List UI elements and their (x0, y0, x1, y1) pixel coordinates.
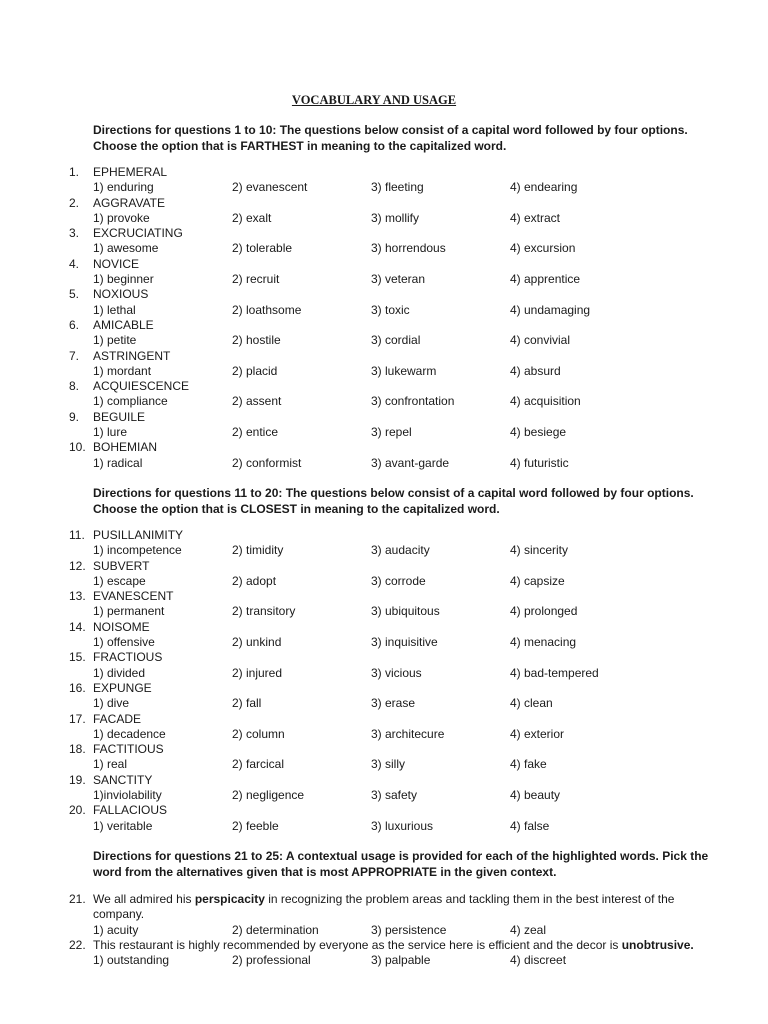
option-1: 1) outstanding (93, 953, 170, 968)
option-1: 1)inviolability (93, 788, 162, 803)
question-number: 6. (69, 317, 80, 332)
capital-word: FACTITIOUS (93, 742, 164, 757)
capital-word: PUSILLANIMITY (93, 528, 184, 542)
option-3: 3) avant-garde (371, 455, 450, 470)
section-farthest (0, 165, 768, 471)
capital-word: SUBVERT (93, 558, 150, 573)
option-4: 4) fake (510, 757, 547, 772)
option-3: 3) palpable (371, 953, 431, 968)
page-title: VOCABULARY AND USAGE (291, 93, 457, 107)
question-number: 7. (69, 348, 80, 363)
question-number: 10. (69, 440, 86, 455)
option-4: 4) convivial (510, 333, 571, 348)
option-3: 3) inquisitive (371, 635, 438, 650)
option-4: 4) exterior (510, 726, 565, 741)
option-4: 4) futuristic (510, 455, 569, 470)
question-4 (0, 257, 768, 288)
question-sentence: This restaurant is highly recommended by everyone as the service here is efficient and the decor is unobtrusive. (93, 938, 694, 952)
option-2: 2) negligence (232, 788, 305, 803)
question-1 (0, 165, 768, 196)
option-4: 4) zeal (510, 922, 547, 937)
option-4: 4) clean (510, 696, 553, 711)
question-number: 13. (69, 589, 86, 604)
capital-word: FACADE (93, 711, 142, 726)
section-context (0, 892, 768, 969)
option-1: 1) incompetence (93, 543, 182, 558)
option-4: 4) excursion (510, 241, 576, 256)
question-16 (0, 681, 768, 712)
question-number: 21. (69, 892, 86, 906)
question-17 (0, 712, 768, 743)
question-6 (0, 318, 768, 349)
capital-word: ASTRINGENT (93, 348, 171, 363)
question-12 (0, 559, 768, 590)
option-4: 4) prolonged (510, 604, 578, 619)
section-closest (0, 528, 768, 834)
question-number: 18. (69, 742, 86, 757)
question-number: 20. (69, 803, 86, 818)
option-3: 3) vicious (371, 665, 422, 680)
option-2: 2) tolerable (232, 241, 293, 256)
option-2: 2) hostile (232, 333, 281, 348)
capital-word: ACQUIESCENCE (93, 379, 190, 394)
option-3: 3) cordial (371, 333, 421, 348)
option-1: 1) acuity (93, 922, 139, 937)
option-2: 2) injured (232, 665, 283, 680)
option-4: 4) false (510, 818, 550, 833)
option-1: 1) radical (93, 455, 143, 470)
question-19 (0, 773, 768, 804)
question-number: 1. (69, 165, 80, 179)
option-4: 4) endearing (510, 180, 578, 195)
highlighted-word: unobtrusive. (621, 938, 694, 952)
question-number: 8. (69, 379, 80, 394)
capital-word: FALLACIOUS (93, 803, 168, 818)
question-number: 11. (69, 528, 85, 542)
option-4: 4) apprentice (510, 272, 581, 287)
option-4: 4) capsize (510, 573, 565, 588)
option-2: 2) evanescent (232, 180, 308, 195)
option-2: 2) determination (232, 922, 319, 937)
question-number: 14. (69, 619, 86, 634)
question-number: 3. (69, 226, 80, 241)
option-3: 3) persistence (371, 922, 447, 937)
question-8 (0, 379, 768, 410)
option-3: 3) silly (371, 757, 406, 772)
capital-word: BEGUILE (93, 409, 146, 424)
option-3: 3) mollify (371, 210, 420, 225)
option-2: 2) exalt (232, 210, 272, 225)
option-3: 3) confrontation (371, 394, 455, 409)
option-1: 1) compliance (93, 394, 168, 409)
capital-word: AMICABLE (93, 317, 154, 332)
directions-11-20: Directions for questions 11 to 20: The questions below consist of a capital word followed by four options. Choose the option that is CLOSEST in meaning to the capitalized word. (93, 486, 694, 516)
option-3: 3) architecure (371, 726, 445, 741)
option-3: 3) luxurious (371, 818, 434, 833)
option-1: 1) veritable (93, 818, 153, 833)
option-4: 4) beauty (510, 788, 561, 803)
question-13 (0, 589, 768, 620)
question-9 (0, 410, 768, 441)
question-10 (0, 440, 768, 471)
question-20 (0, 803, 768, 834)
option-2: 2) conformist (232, 455, 302, 470)
capital-word: NOVICE (93, 256, 140, 271)
question-7 (0, 349, 768, 380)
option-4: 4) acquisition (510, 394, 581, 409)
directions-1-10: Directions for questions 1 to 10: The questions below consist of a capital word followed by four options. Choose the option that is FARTHEST in meaning to the capitalized word. (93, 123, 688, 153)
option-1: 1) real (93, 757, 128, 772)
option-2: 2) loathsome (232, 302, 302, 317)
question-number: 5. (69, 287, 80, 302)
option-1: 1) offensive (93, 635, 155, 650)
capital-word: EVANESCENT (93, 589, 174, 604)
question-number: 15. (69, 650, 86, 665)
question-number: 9. (69, 409, 80, 424)
option-2: 2) adopt (232, 573, 277, 588)
option-3: 3) ubiquitous (371, 604, 440, 619)
option-1: 1) decadence (93, 726, 166, 741)
option-1: 1) permanent (93, 604, 165, 619)
option-2: 2) timidity (232, 543, 284, 558)
capital-word: SANCTITY (93, 772, 153, 787)
option-4: 4) bad-tempered (510, 665, 599, 680)
option-3: 3) erase (371, 696, 416, 711)
question-2 (0, 196, 768, 227)
question-number: 2. (69, 195, 80, 210)
option-1: 1) dive (93, 696, 130, 711)
question-number: 12. (69, 558, 86, 573)
option-4: 4) undamaging (510, 302, 591, 317)
directions-21-25: Directions for questions 21 to 25: A contextual usage is provided for each of the highlighted words. Pick the word from the alternatives given that is most APPROPRIATE in the given context. (93, 849, 709, 879)
capital-word: EPHEMERAL (93, 165, 168, 179)
capital-word: NOXIOUS (93, 287, 149, 302)
option-1: 1) escape (93, 573, 146, 588)
question-15 (0, 650, 768, 681)
option-3: 3) lukewarm (371, 363, 437, 378)
capital-word: EXCRUCIATING (93, 226, 183, 241)
option-1: 1) beginner (93, 272, 154, 287)
option-2: 2) column (232, 726, 285, 741)
option-4: 4) sincerity (510, 543, 569, 558)
option-2: 2) feeble (232, 818, 279, 833)
option-1: 1) provoke (93, 210, 150, 225)
option-2: 2) professional (232, 953, 311, 968)
option-1: 1) mordant (93, 363, 152, 378)
option-2: 2) assent (232, 394, 282, 409)
question-22 (0, 938, 768, 969)
option-3: 3) safety (371, 788, 418, 803)
option-3: 3) audacity (371, 543, 430, 558)
option-3: 3) horrendous (371, 241, 446, 256)
option-3: 3) fleeting (371, 180, 424, 195)
question-3 (0, 226, 768, 257)
option-4: 4) absurd (510, 363, 561, 378)
option-2: 2) fall (232, 696, 262, 711)
question-number: 4. (69, 256, 80, 271)
question-number: 22. (69, 938, 86, 952)
option-2: 2) unkind (232, 635, 282, 650)
capital-word: NOISOME (93, 619, 150, 634)
option-2: 2) entice (232, 425, 279, 440)
question-11 (0, 528, 768, 559)
option-1: 1) petite (93, 333, 137, 348)
capital-word: FRACTIOUS (93, 650, 163, 665)
question-number: 16. (69, 680, 86, 695)
option-3: 3) corrode (371, 573, 426, 588)
capital-word: EXPUNGE (93, 680, 152, 695)
question-18 (0, 742, 768, 773)
question-14 (0, 620, 768, 651)
option-1: 1) divided (93, 665, 146, 680)
question-sentence: We all admired his perspicacity in recognizing the problem areas and tackling them in the best interest of the company. (93, 892, 675, 922)
option-3: 3) veteran (371, 272, 426, 287)
option-1: 1) lethal (93, 302, 136, 317)
capital-word: AGGRAVATE (93, 195, 166, 210)
option-3: 3) repel (371, 425, 412, 440)
question-number: 19. (69, 772, 86, 787)
capital-word: BOHEMIAN (93, 440, 158, 455)
option-2: 2) recruit (232, 272, 280, 287)
option-2: 2) transitory (232, 604, 296, 619)
question-number: 17. (69, 711, 86, 726)
option-4: 4) extract (510, 210, 561, 225)
option-4: 4) menacing (510, 635, 577, 650)
option-3: 3) toxic (371, 302, 410, 317)
question-5 (0, 287, 768, 318)
highlighted-word: perspicacity (194, 892, 265, 906)
option-2: 2) farcical (232, 757, 285, 772)
question-21 (0, 892, 768, 938)
option-2: 2) placid (232, 363, 278, 378)
option-4: 4) besiege (510, 425, 567, 440)
option-1: 1) lure (93, 425, 128, 440)
option-1: 1) enduring (93, 180, 154, 195)
option-4: 4) discreet (510, 953, 567, 968)
option-1: 1) awesome (93, 241, 159, 256)
